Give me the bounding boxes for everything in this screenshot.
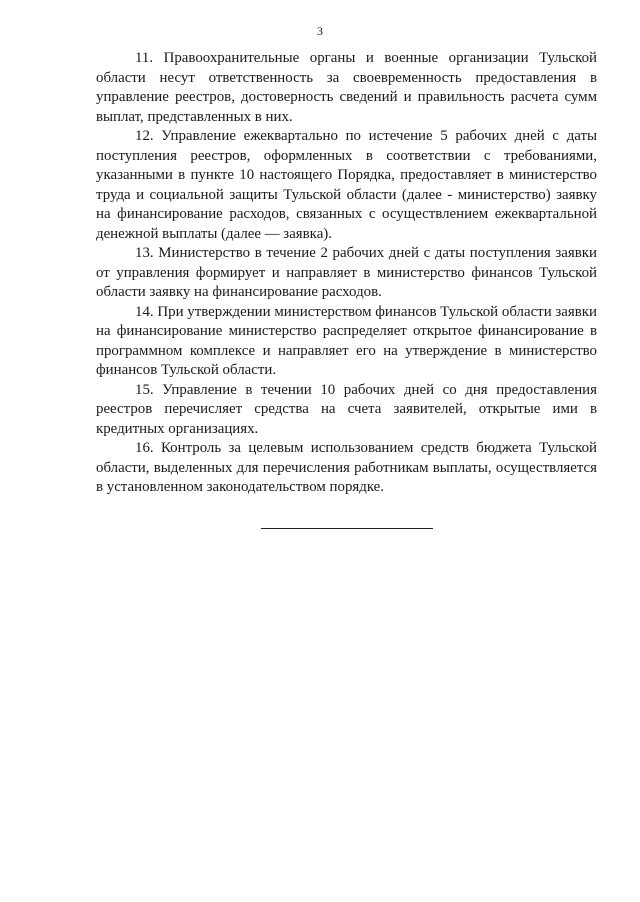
- paragraph-12: 12. Управление ежеквартально по истечение 5 рабочих дней с даты поступления реестров, оформленных в соответствии с требованиями, указанными в пункте 10 настоящего Порядка, предоставляет в министерство труда и социальной защиты Тульской области (далее - министерство) заявку на финансирование расходов, связанных с осуществлением ежеквартальной денежной выплаты (далее — заявка).: [96, 128, 597, 242]
- closing-divider: [261, 528, 433, 529]
- paragraph-14: 14. При утверждении министерством финансов Тульской области заявки на финансирование министерство распределяет открытое финансирование в программном комплексе и направляет его на утверждение в министерство финансов Тульской области.: [96, 303, 597, 378]
- paragraph-13: 13. Министерство в течение 2 рабочих дней с даты поступления заявки от управления формирует и направляет в министерство финансов Тульской области заявку на финансирование расходов.: [96, 245, 597, 300]
- document-body: [96, 49, 597, 498]
- paragraph-11: 11. Правоохранительные органы и военные организации Тульской области несут ответственность за своевременность предоставления в управление реестров, достоверность сведений и правильность расчета сумм выплат, представленных в них.: [96, 50, 597, 125]
- paragraph-16: 16. Контроль за целевым использованием средств бюджета Тульской области, выделенных для перечисления работникам выплаты, осуществляется в установленном законодательством порядке.: [96, 440, 597, 495]
- page-number: 3: [317, 24, 323, 38]
- paragraph-15: 15. Управление в течении 10 рабочих дней со дня предоставления реестров перечисляет средства на счета заявителей, открытые ими в кредитных организациях.: [96, 381, 597, 437]
